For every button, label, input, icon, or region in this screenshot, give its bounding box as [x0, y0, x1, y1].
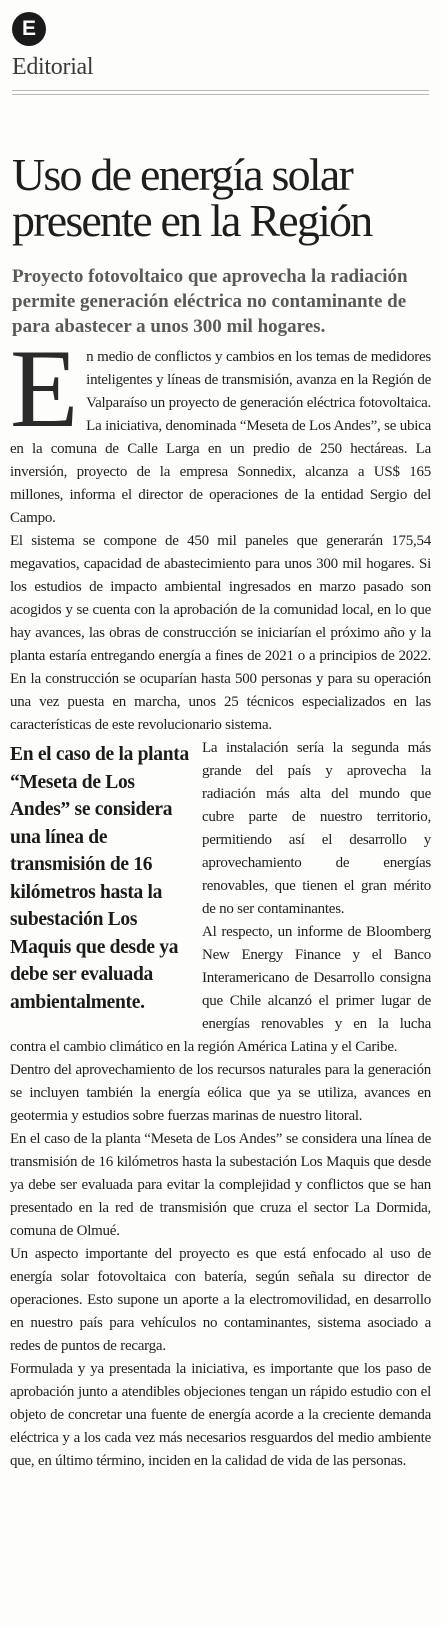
paragraph-4: Al respecto, un informe de Bloomberg New Energy Finance y el Banco Interamericano de Desarrollo consigna que Chile alcanzó el primer lugar de energías renovables y en la lucha contra el cambio climático en la región América Latina y el Caribe. — [10, 924, 431, 1055]
pull-quote: En el caso de la planta “Meseta de Los Andes” se considera una línea de transmisión de 16 kilómetros hasta la subestación Los Maquis que desde ya debe ser evaluada ambientalmente. — [10, 744, 189, 1013]
paragraph-8: Formulada y ya presentada la iniciativa, es importante que los paso de aprobación junto a atendibles objeciones tengan un rápido estudio con el objeto de concretar una fuente de energía acorde a la creciente demanda eléctrica y a los cada vez más necesarios resguardos del medio ambiente que, en último término, inciden en la calidad de vida de las personas. — [10, 1361, 431, 1469]
article-headline: Uso de energía solar presente en la Región — [12, 149, 372, 246]
paragraph-2: El sistema se compone de 450 mil paneles que generarán 175,54 megavatios, capacidad de abastecimiento para unos 300 mil hogares. Si los estudios de impacto ambiental ingresados en marzo pasado son acogidos y se cuenta con la aprobación de la comunidad local, en lo que hay avances, las obras de construcción se iniciarían el próximo año y la planta estaría entregando energía a fines de 2021 o a principios de 2022. En la construcción se ocuparían hasta 500 personas y para su operación una vez puesta en marcha, unos 25 técnicos especializados en las características de este revolucionario sistema. — [10, 533, 431, 733]
article-body — [10, 327, 431, 1473]
drop-cap: E — [10, 327, 79, 451]
paragraph-5: Dentro del aprovechamiento de los recursos naturales para la generación se incluyen también la energía eólica que ya se utiliza, avances en geotermia y estudios sobre fuerzas marinas de nuestro litoral. — [10, 1062, 431, 1124]
section-badge: E — [12, 12, 46, 46]
section-label: Editorial — [12, 54, 94, 80]
section-divider-secondary — [12, 94, 429, 95]
paragraph-7: Un aspecto importante del proyecto es que está enfocado al uso de energía solar fotovoltaica con batería, según señala su director de operaciones. Esto supone un aporte a la electromovilidad, en desarrollo en nuestro país para vehículos no contaminantes, sistema asociado a redes de puntos de recarga. — [10, 1246, 431, 1354]
article-deck: Proyecto fotovoltaico que aprovecha la radiación permite generación eléctrica no contaminante de para abastecer a unos 300 mil hogares. — [12, 266, 408, 337]
section-divider — [12, 90, 429, 91]
paragraph-1 — [10, 327, 431, 530]
paragraph-6: En el caso de la planta “Meseta de Los Andes” se considera una línea de transmisión de 16 kilómetros hasta la subestación Los Maquis que desde ya debe ser evaluada para evitar la complejidad y conflictos que se han presentado en la red de transmisión que cruza el sector La Dormida, comuna de Olmué. — [10, 1131, 431, 1239]
paragraph-1-text: n medio de conflictos y cambios en los temas de medidores inteligentes y líneas de transmisión, avanza en la Región de Valparaíso un proyecto de generación eléctrica fotovoltaica. La iniciativa, denominada “Meseta de Los Andes”, se ubica en la comuna de Calle Larga en un predio de 250 hectáreas. La inversión, proyecto de la empresa Sonnedix, alcanza a US$ 165 millones, informa el director de operaciones de la entidad Sergio del Campo. — [10, 349, 431, 526]
paragraph-3: La instalación sería la segunda más grande del país y aprovecha la radiación más alta del mundo que cubre parte de nuestro territorio, permitiendo así el desarrollo y aprovechamiento de energías renovables, que tienen el gran mérito de no ser contaminantes. — [202, 740, 431, 917]
